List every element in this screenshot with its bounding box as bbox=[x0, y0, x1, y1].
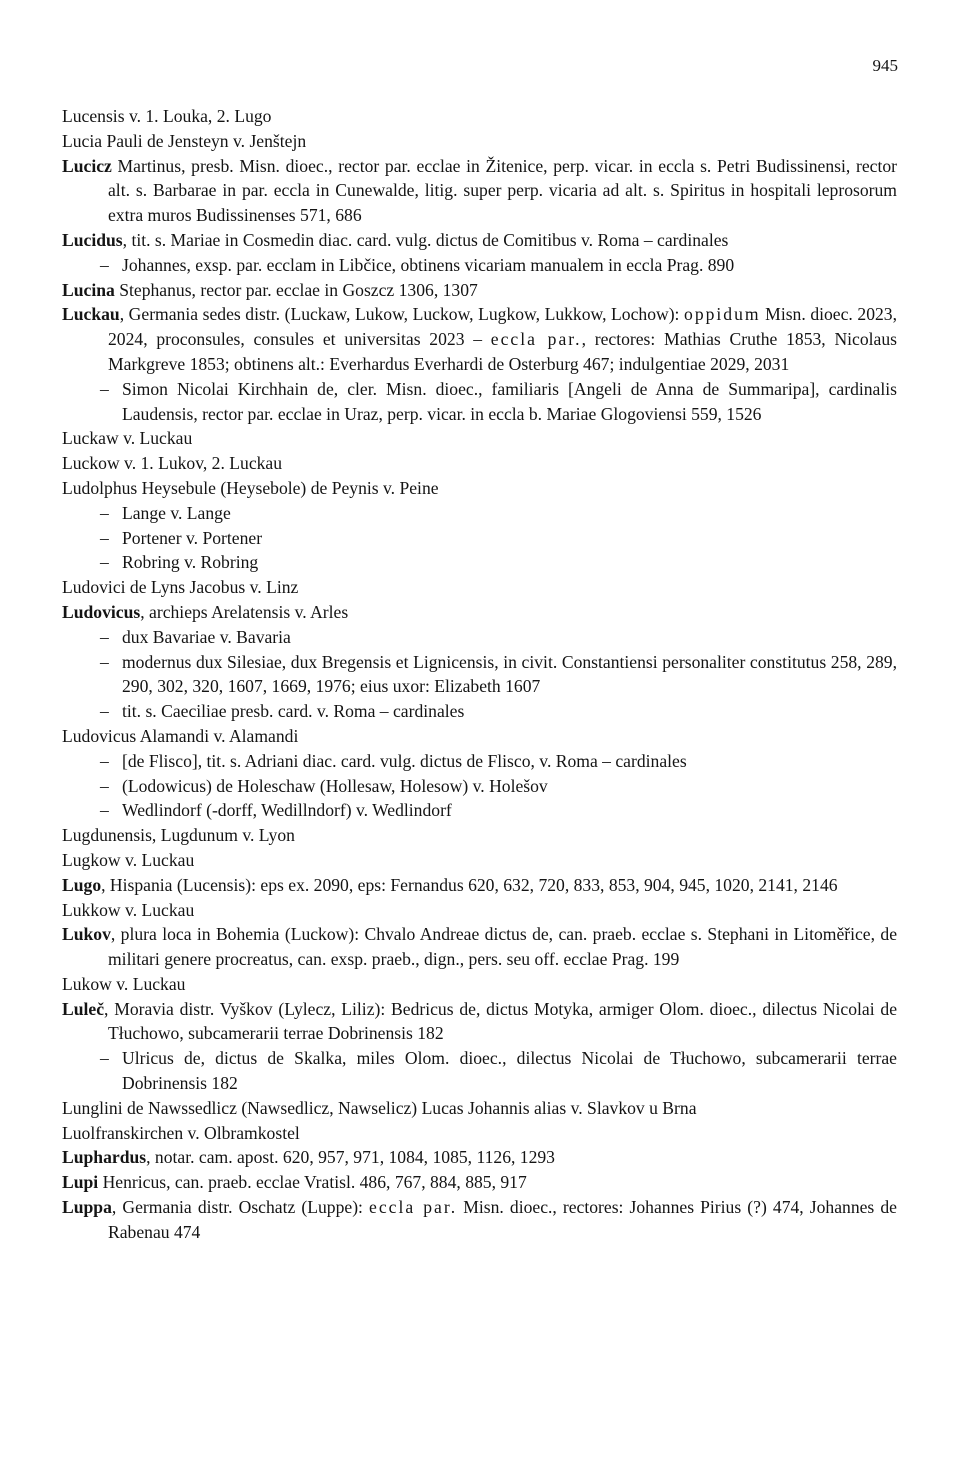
entry-text: Lunglini de Nawssedlicz (Nawsedlicz, Nawselicz) Lucas Johannis alias v. Slavkov u Brna bbox=[62, 1097, 697, 1118]
entry-text: Lucia Pauli de Jensteyn v. Jenštejn bbox=[62, 130, 307, 151]
entry-text: Lange v. Lange bbox=[122, 502, 231, 523]
entry-text: Luckow v. 1. Lukov, 2. Luckau bbox=[62, 453, 283, 474]
entry-text: , Germania distr. Oschatz (Luppe): bbox=[111, 1197, 370, 1218]
index-entry bbox=[62, 228, 897, 253]
index-subentry bbox=[62, 1046, 897, 1096]
entry-spaced-text: oppidum bbox=[684, 304, 761, 325]
entry-text: Wedlindorf (-dorff, Wedillndorf) v. Wedlindorf bbox=[122, 800, 452, 821]
entry-text: Misn. dioec. 2023, 2024, proconsules, consules et universitas 2023 – bbox=[108, 304, 897, 350]
entry-text: Lucensis v. 1. Louka, 2. Lugo bbox=[62, 106, 272, 126]
index-entry bbox=[62, 922, 897, 972]
entry-text: Luolfranskirchen v. Olbramkostel bbox=[62, 1122, 300, 1143]
entry-headword: Lucicz bbox=[62, 155, 112, 176]
entry-spaced-text: eccla par. bbox=[490, 329, 582, 350]
entry-text: , tit. s. Mariae in Cosmedin diac. card. vulg. dictus de Comitibus v. Roma – cardinales bbox=[122, 229, 729, 250]
index-subentry bbox=[62, 774, 897, 799]
entry-text: Henricus, can. praeb. ecclae Vratisl. 486, 767, 884, 885, 917 bbox=[98, 1172, 527, 1193]
index-entry bbox=[62, 154, 897, 228]
entry-text: Lugkow v. Luckau bbox=[62, 849, 195, 870]
index-subentry bbox=[62, 550, 897, 575]
entry-text: tit. s. Caeciliae presb. card. v. Roma – cardinales bbox=[122, 701, 465, 722]
entry-text: , archieps Arelatensis v. Arles bbox=[140, 601, 349, 622]
index-subentry bbox=[62, 650, 897, 700]
entry-text: , Hispania (Lucensis): eps ex. 2090, eps: Fernandus 620, 632, 720, 833, 853, 904, 945, 1020, 2141, 2146 bbox=[101, 874, 838, 895]
entry-text: (Lodowicus) de Holeschaw (Hollesaw, Holesow) v. Holešov bbox=[122, 775, 548, 796]
index-entry bbox=[62, 873, 897, 898]
entry-text: Stephanus, rector par. ecclae in Goszcz 1306, 1307 bbox=[114, 279, 478, 300]
index-entry bbox=[62, 278, 897, 303]
index-entry bbox=[62, 129, 897, 154]
index-entry bbox=[62, 724, 897, 749]
entry-headword: Luppa bbox=[62, 1197, 112, 1218]
index-entries bbox=[62, 104, 897, 1245]
index-entry bbox=[62, 104, 897, 129]
entry-text: Portener v. Portener bbox=[122, 527, 263, 548]
index-entry bbox=[62, 476, 897, 501]
index-entry bbox=[62, 302, 897, 376]
index-subentry bbox=[62, 625, 897, 650]
index-entry bbox=[62, 600, 897, 625]
index-entry bbox=[62, 451, 897, 476]
index-subentry bbox=[62, 501, 897, 526]
entry-text: Ulricus de, dictus de Skalka, miles Olom. dioec., dilectus Nicolai de Tłuchowo, subcamerarii terrae Dobrinensis 182 bbox=[122, 1048, 897, 1094]
index-entry bbox=[62, 997, 897, 1047]
index-subentry bbox=[62, 798, 897, 823]
entry-headword: Lugo bbox=[62, 874, 102, 895]
index-entry bbox=[62, 1170, 897, 1195]
entry-headword: Lucidus bbox=[62, 229, 123, 250]
entry-text: , rectores: Mathias Cruthe 1853, Nicolaus Markgreve 1853; obtinens alt.: Everhardus Everhardi de Osterburg 467; indulgentiae 2029, 2031 bbox=[108, 329, 897, 374]
entry-text: [de Flisco], tit. s. Adriani diac. card. vulg. dictus de Flisco, v. Roma – cardinales bbox=[122, 750, 687, 771]
entry-text: , notar. cam. apost. 620, 957, 971, 1084, 1085, 1126, 1293 bbox=[146, 1147, 555, 1168]
entry-headword: Luckau bbox=[62, 304, 120, 325]
entry-text: Ludovici de Lyns Jacobus v. Linz bbox=[62, 577, 299, 598]
index-entry bbox=[62, 898, 897, 923]
entry-text: Luckaw v. Luckau bbox=[62, 428, 193, 449]
index-entry bbox=[62, 1195, 897, 1245]
entry-headword: Lukov bbox=[62, 924, 111, 945]
index-entry bbox=[62, 1145, 897, 1170]
entry-text: Misn. dioec., rectores: Johannes Pirius (?) 474, Johannes de Rabenau 474 bbox=[108, 1197, 897, 1242]
entry-text: Ludolphus Heysebule (Heysebole) de Peynis v. Peine bbox=[62, 477, 439, 498]
entry-headword: Lupi bbox=[62, 1172, 99, 1193]
entry-text: , plura loca in Bohemia (Luckow): Chvalo Andreae dictus de, can. praeb. ecclae s. Stephani in Litoměřice, de militari genere procreatus, can. exsp. praeb., dign., pers. seu off. ecclae Prag. 199 bbox=[108, 924, 897, 970]
index-entry bbox=[62, 823, 897, 848]
page-number: 945 bbox=[872, 56, 898, 75]
entry-headword: Luphardus bbox=[62, 1147, 147, 1168]
index-subentry bbox=[62, 749, 897, 774]
entry-headword: Luleč bbox=[62, 998, 105, 1019]
entry-text: Lukkow v. Luckau bbox=[62, 899, 195, 920]
index-entry bbox=[62, 1096, 897, 1121]
entry-text: Simon Nicolai Kirchhain de, cler. Misn. dioec., familiaris [Angeli de Anna de Summaripa], cardinalis Laudensis, rector par. ecclae in Uraz, perp. vicar. in eccla b. Mariae Glogoviensi 559, 1526 bbox=[122, 378, 897, 424]
entry-text: Lukow v. Luckau bbox=[62, 973, 186, 994]
index-entry bbox=[62, 426, 897, 451]
index-entry bbox=[62, 1121, 897, 1146]
index-entry bbox=[62, 848, 897, 873]
index-subentry bbox=[62, 377, 897, 427]
entry-text: Martinus, presb. Misn. dioec., rector par. ecclae in Žitenice, perp. vicar. in eccla s. Petri Budissinensi, rector alt. s. Barbarae in par. eccla in Cunewalde, litig. super perp. vicaria ad alt. s. Spiritus in hospitali leprosorum extra muros Budissinenses 571, 686 bbox=[108, 155, 897, 226]
entry-text: , Germania sedes distr. (Luckaw, Lukow, Luckow, Lugkow, Lukkow, Lochow): bbox=[119, 304, 685, 325]
entry-headword: Ludovicus bbox=[62, 601, 141, 622]
index-entry bbox=[62, 972, 897, 997]
index-subentry bbox=[62, 699, 897, 724]
entry-spaced-text: eccla par. bbox=[369, 1197, 458, 1218]
entry-headword: Lucina bbox=[62, 279, 115, 300]
entry-text: Ludovicus Alamandi v. Alamandi bbox=[62, 725, 299, 746]
entry-text: Johannes, exsp. par. ecclam in Libčice, obtinens vicariam manualem in eccla Prag. 890 bbox=[122, 254, 735, 275]
entry-text: Robring v. Robring bbox=[122, 552, 259, 573]
index-entry bbox=[62, 575, 897, 600]
entry-text: , Moravia distr. Vyškov (Lylecz, Liliz): Bedricus de, dictus Motyka, armiger Olom. dioec., dilectus Nicolai de Tłuchowo, subcamerarii terrae Dobrinensis 182 bbox=[104, 998, 897, 1044]
entry-text: Lugdunensis, Lugdunum v. Lyon bbox=[62, 825, 295, 846]
entry-text: modernus dux Silesiae, dux Bregensis et Lignicensis, in civit. Constantiensi personaliter constitutus 258, 289, 290, 302, 320, 1607, 1669, 1976; eius uxor: Elizabeth 1607 bbox=[122, 651, 897, 697]
entry-text: dux Bavariae v. Bavaria bbox=[122, 626, 291, 647]
index-subentry bbox=[62, 526, 897, 551]
index-subentry bbox=[62, 253, 897, 278]
